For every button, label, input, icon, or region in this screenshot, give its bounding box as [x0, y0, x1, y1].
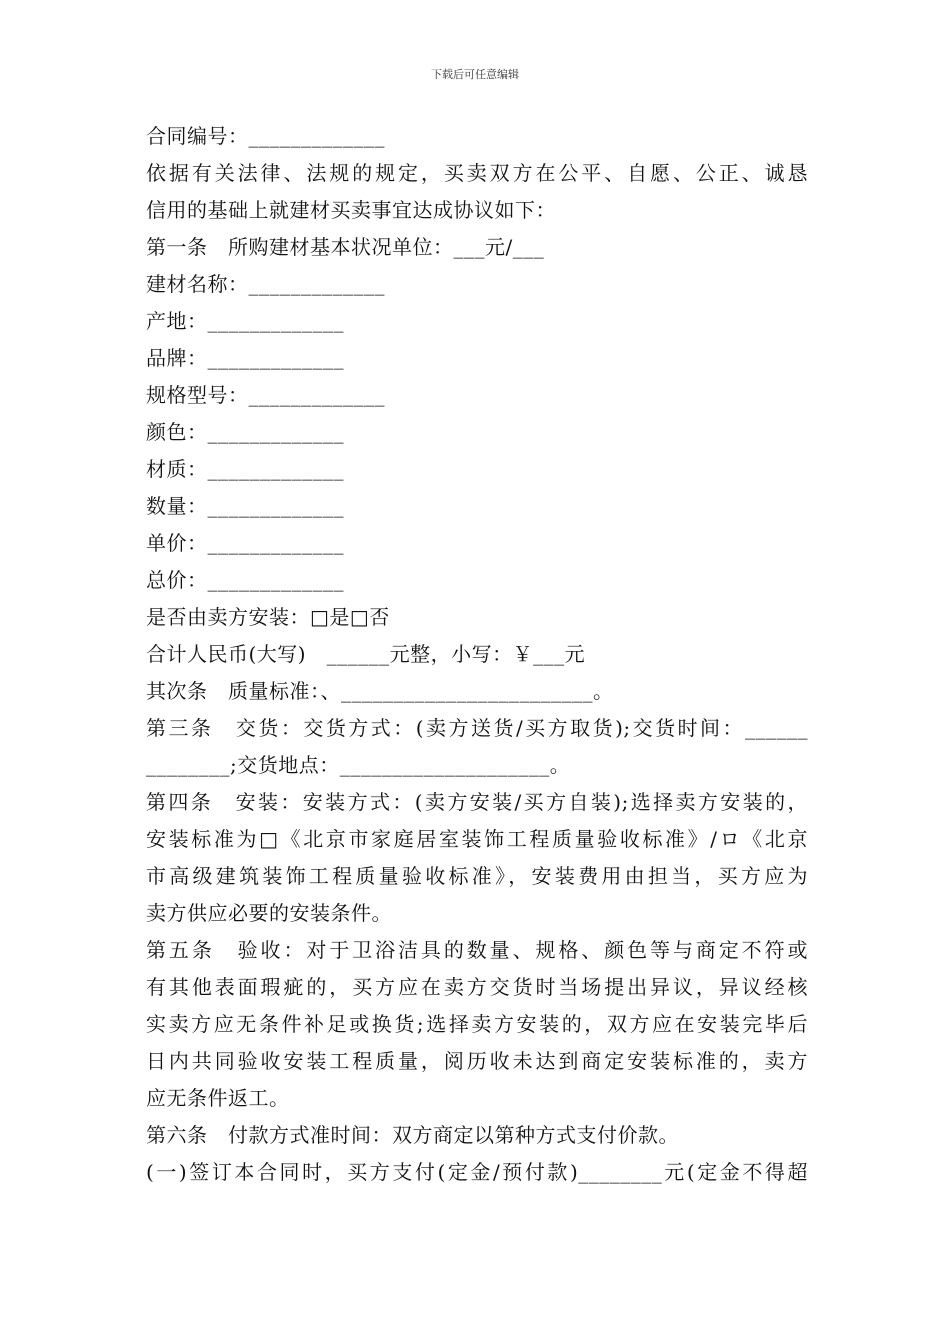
article-2-line: 其次条 质量标准：、________________________。: [146, 679, 614, 703]
field-brand: 品牌：_____________: [146, 346, 344, 370]
field-quantity: 数量：_____________: [146, 494, 344, 518]
page-header-note: 下载后可任意编辑: [431, 68, 519, 81]
field-texture: 材质：_____________: [146, 457, 344, 481]
contract-body: [146, 118, 808, 1191]
article-3-line-2: ________;交货地点：____________________。: [146, 753, 571, 777]
article-4-line-3: 市高级建筑装饰工程质量验收标准》，安装费用由担当，买方应为: [146, 864, 808, 888]
article-4-line-2: 安装标准为□《北京市家庭居室装饰工程质量验收标准》/ロ《北京: [146, 827, 808, 851]
article-5-line-4: 日内共同验收安装工程质量，阅历收未达到商定安装标准的，卖方: [146, 1049, 808, 1073]
field-material-name: 建材名称：_____________: [146, 272, 385, 296]
total-amount-line: 合计人民币(大写) ______元整，小写：￥___元: [146, 642, 586, 666]
preamble-line-1: 依据有关法律、法规的规定，买卖双方在公平、自愿、公正、诚恳: [146, 161, 808, 185]
contract-number-line: 合同编号：_____________: [146, 124, 385, 148]
field-color: 颜色：_____________: [146, 420, 344, 444]
article-1-heading: 第一条 所购建材基本状况单位：___元/___: [146, 235, 545, 259]
article-4-line-4: 卖方供应必要的安装条件。: [146, 901, 392, 925]
article-5-line-2: 有其他表面瑕疵的，买方应在卖方交货时当场提出异议，异议经核: [146, 975, 808, 999]
article-5-line-5: 应无条件返工。: [146, 1086, 290, 1110]
article-5-line-3: 实卖方应无条件补足或换货;选择卖方安装的，双方应在安装完毕后: [146, 1012, 808, 1036]
field-origin: 产地：_____________: [146, 309, 344, 333]
field-spec-model: 规格型号：_____________: [146, 383, 385, 407]
preamble-line-2: 信用的基础上就建材买卖事宜达成协议如下：: [146, 198, 556, 222]
article-6-clause-1: (一)签订本合同时，买方支付(定金/预付款)________元(定金不得超: [146, 1160, 808, 1184]
installation-choice-line: 是否由卖方安装：□是□否: [146, 605, 390, 629]
field-total-price: 总价：_____________: [146, 568, 344, 592]
article-3-line-1: 第三条 交货：交货方式：(卖方送货/买方取货);交货时间：______: [146, 716, 808, 740]
article-6-heading: 第六条 付款方式准时间：双方商定以第种方式支付价款。: [146, 1123, 679, 1147]
field-unit-price: 单价：_____________: [146, 531, 344, 555]
article-4-line-1: 第四条 安装：安装方式：(卖方安装/买方自装);选择卖方安装的，: [146, 790, 808, 814]
article-5-line-1: 第五条 验收：对于卫浴洁具的数量、规格、颜色等与商定不符或: [146, 938, 808, 962]
